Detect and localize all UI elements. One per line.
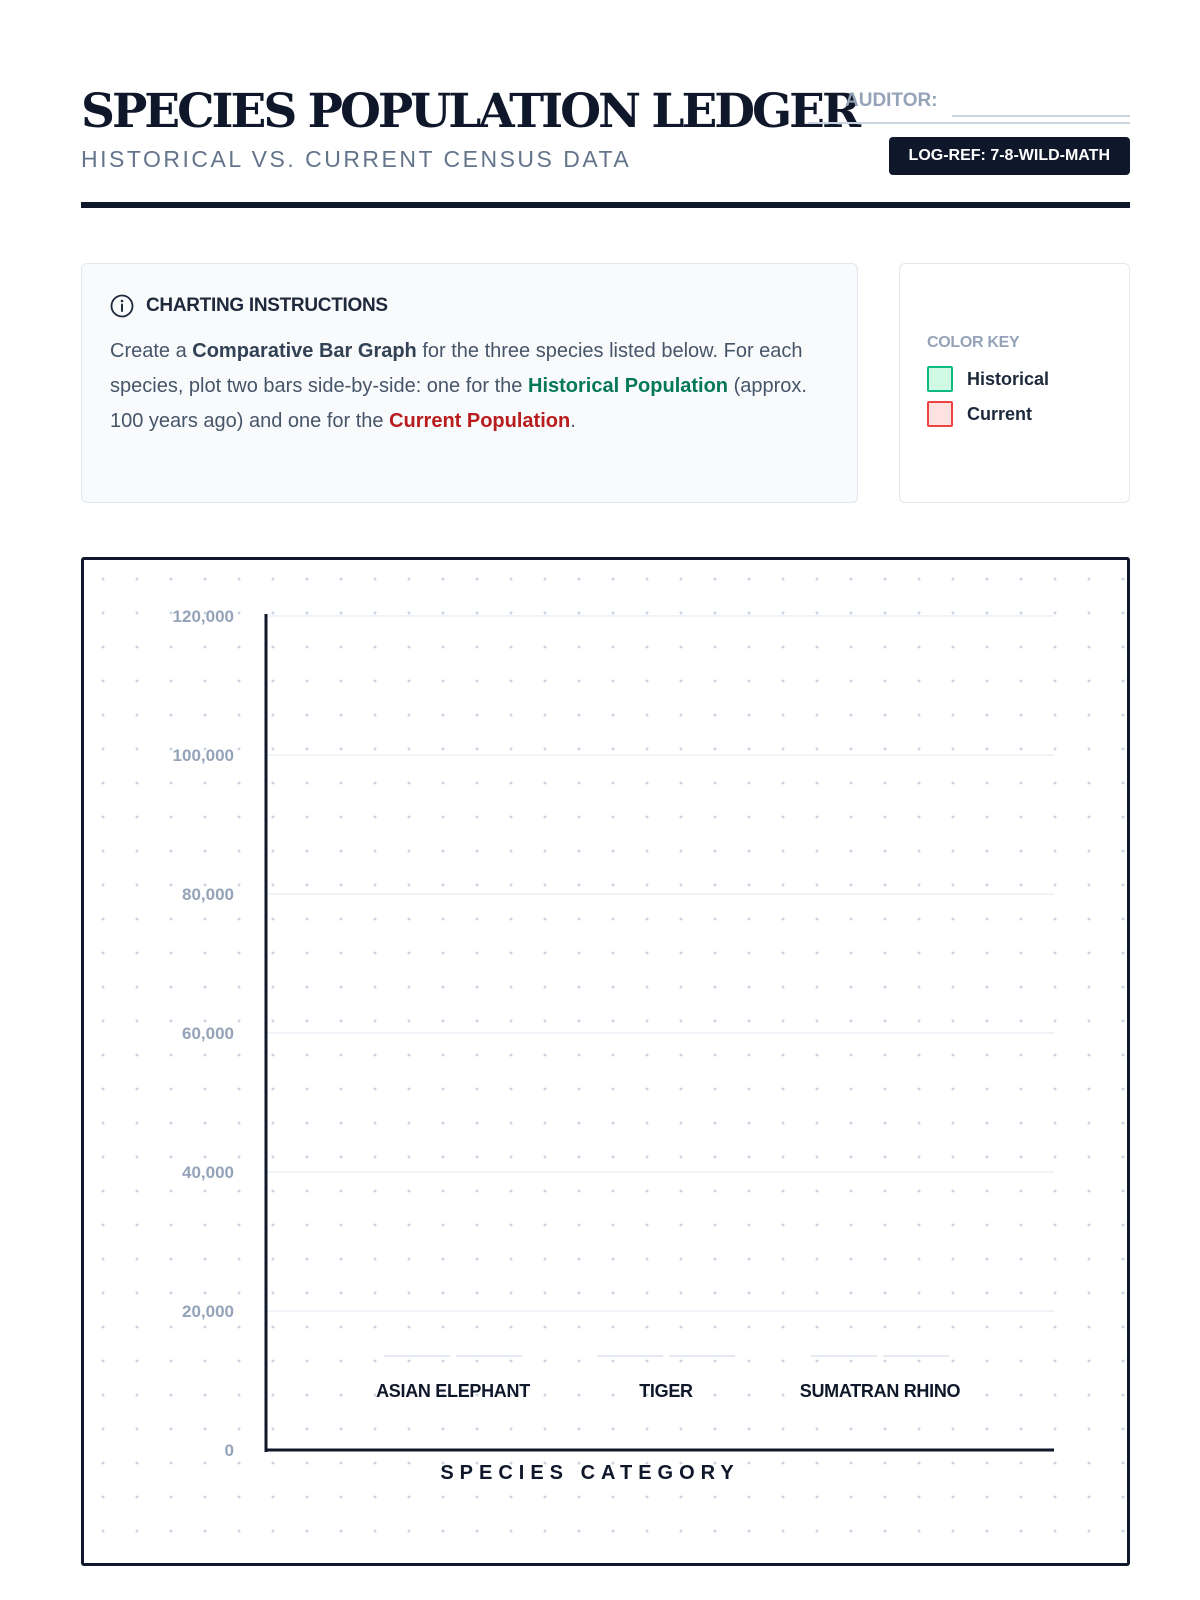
y-tick-label: 80,000 <box>182 885 234 904</box>
instructions-text: Create a <box>110 340 193 362</box>
category-label: ASIAN ELEPHANT <box>376 1381 530 1401</box>
y-tick-label: 100,000 <box>172 746 234 765</box>
instructions-graph-type: Comparative Bar Graph <box>192 340 417 362</box>
x-axis-title: SPECIES CATEGORY <box>440 1462 740 1484</box>
auditor-signature-line[interactable] <box>952 115 1130 117</box>
page-subtitle: HISTORICAL VS. CURRENT CENSUS DATA <box>81 146 632 172</box>
header-divider <box>81 202 1130 208</box>
charting-instructions-panel <box>81 263 858 503</box>
color-key-item-historical <box>927 366 1102 392</box>
instructions-text: for the three species listed below. For each species, plot two bars side-by-side: one for the <box>110 340 803 397</box>
instructions-title: CHARTING INSTRUCTIONS <box>146 295 388 316</box>
instructions-text: . <box>570 410 576 432</box>
instructions-text: (approx. 100 years ago) and one for the <box>110 375 807 432</box>
bar-chart[interactable] <box>84 560 1127 1563</box>
color-key-label: Current <box>967 403 1033 424</box>
page-title: SPECIES POPULATION LEDGER <box>81 84 859 139</box>
y-tick-label: 20,000 <box>182 1302 234 1321</box>
y-tick-label: 40,000 <box>182 1163 234 1182</box>
auditor-field[interactable] <box>808 90 1130 124</box>
instructions-current-term: Current Population <box>389 410 571 432</box>
y-tick-label: 120,000 <box>172 607 234 626</box>
color-key-title: COLOR KEY <box>927 334 1020 351</box>
instructions-body <box>110 334 829 439</box>
color-key-label: Historical <box>967 368 1050 389</box>
page-header <box>81 80 1130 210</box>
historical-swatch <box>927 366 953 392</box>
instructions-heading <box>110 294 829 318</box>
log-ref-badge: LOG-REF: 7-8-WILD-MATH <box>889 137 1130 175</box>
info-icon <box>110 294 134 318</box>
y-tick-label: 60,000 <box>182 1024 234 1043</box>
y-tick-label: 0 <box>224 1441 234 1460</box>
color-key-panel <box>899 263 1130 503</box>
auditor-label: AUDITOR: <box>845 90 938 111</box>
category-label: TIGER <box>639 1381 693 1401</box>
color-key-item-current <box>927 401 1102 427</box>
current-swatch <box>927 401 953 427</box>
category-label: SUMATRAN RHINO <box>799 1381 961 1401</box>
chart-frame <box>81 557 1130 1566</box>
instructions-historical-term: Historical Population <box>528 375 729 397</box>
